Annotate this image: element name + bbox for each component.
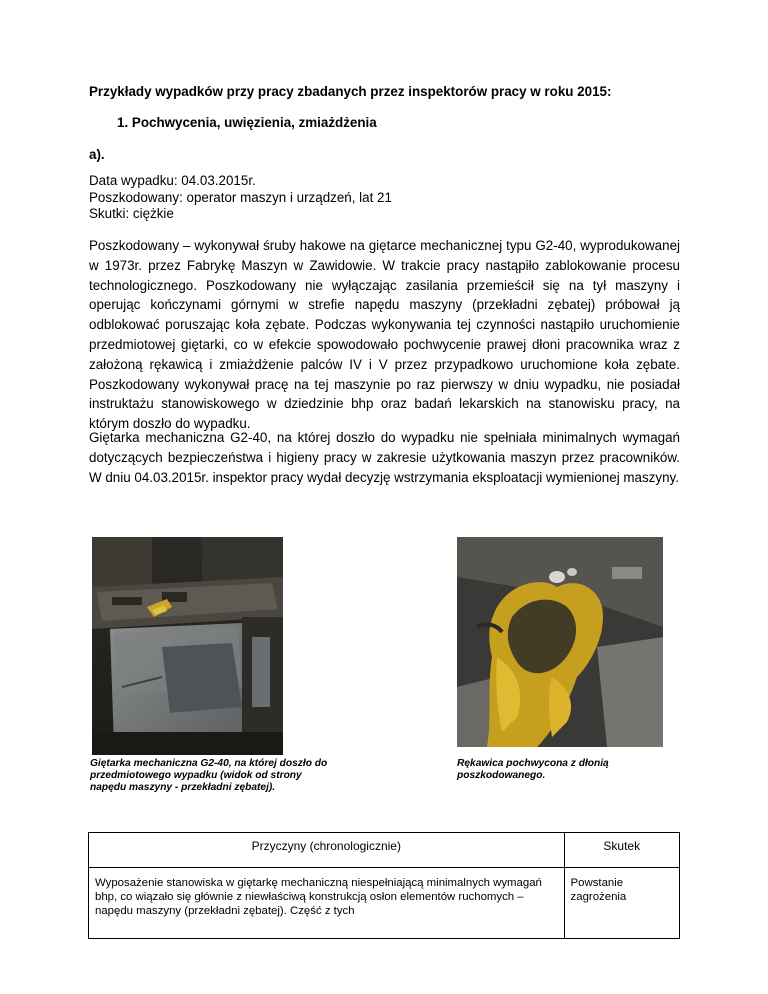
machine-photo-caption: Giętarka mechaniczna G2-40, na której doszło do przedmiotowego wypadku (widok od strony napędu maszyny - przekładni zębatej).	[90, 758, 328, 793]
section-title: 1. Pochwycenia, uwięzienia, zmiażdżenia	[117, 115, 377, 130]
accident-victim: Poszkodowany: operator maszyn i urządzeń, lat 21	[89, 189, 392, 205]
case-label: a).	[89, 147, 105, 162]
table-header-row	[89, 833, 680, 868]
paragraph-decision: Giętarka mechaniczna G2-40, na której doszło do wypadku nie spełniała minimalnych wymagań dotyczących bezpieczeństwa i higieny pracy w zakresie użytkowania maszyn przez pracowników. W dniu 04.03.2015r. inspektor pracy wydał decyzję wstrzymania eksploatacji wymienionej maszyny.	[89, 430, 680, 485]
cause-cell: Wyposażenie stanowiska w giętarkę mechaniczną niespełniającą minimalnych wymagań bhp, co wiązało się głównie z niewłaściwą konstrukcją osłon elementów ruchomych – napędu maszyny (przekładni zębatej). Część z tych	[89, 868, 565, 939]
header-causes: Przyczyny (chronologicznie)	[89, 833, 565, 868]
glove-photo	[457, 537, 663, 747]
accident-date: Data wypadku: 04.03.2015r.	[89, 173, 256, 188]
accident-meta	[89, 173, 392, 223]
table-row	[89, 868, 680, 939]
paragraph-description: Poszkodowany – wykonywał śruby hakowe na giętarce mechanicznej typu G2-40, wyprodukowanej w 1973r. przez Fabrykę Maszyn w Zawidowie. W trakcie pracy nastąpiło zablokowanie procesu technologicznego. Poszkodowany nie wyłączając zasilania przemieścił się na tył maszyny i operując kończynami górnymi w strefie napędu maszyny (przekładni zębatej) próbował ją odblokować poruszając koła zębate. Podczas wykonywania tej czynności nastąpiło uruchomienie przedmiotowej giętarki, co w efekcie spowodowało pochwycenie prawej dłoni pracownika wraz z założoną rękawicą i zmiażdżenie palców IV i V przez przypadkowo uruchomione koła zębate. Poszkodowany wykonywał pracę na tej maszynie po raz pierwszy w dniu wypadku, nie posiadał instruktażu stanowiskowego w dziedzinie bhp oraz badań lekarskich na stanowisku pracy, na którym doszło do wypadku.	[89, 238, 680, 432]
accident-effects: Skutki: ciężkie	[89, 206, 174, 221]
page-heading: Przykłady wypadków przy pracy zbadanych przez inspektorów pracy w roku 2015:	[89, 84, 612, 99]
machine-photo	[92, 537, 283, 755]
effect-cell: Powstanie zagrożenia	[564, 868, 679, 939]
glove-photo-caption: Rękawica pochwycona z dłonią poszkodowanego.	[457, 758, 609, 781]
causes-table	[88, 832, 680, 939]
header-effect: Skutek	[564, 833, 679, 868]
